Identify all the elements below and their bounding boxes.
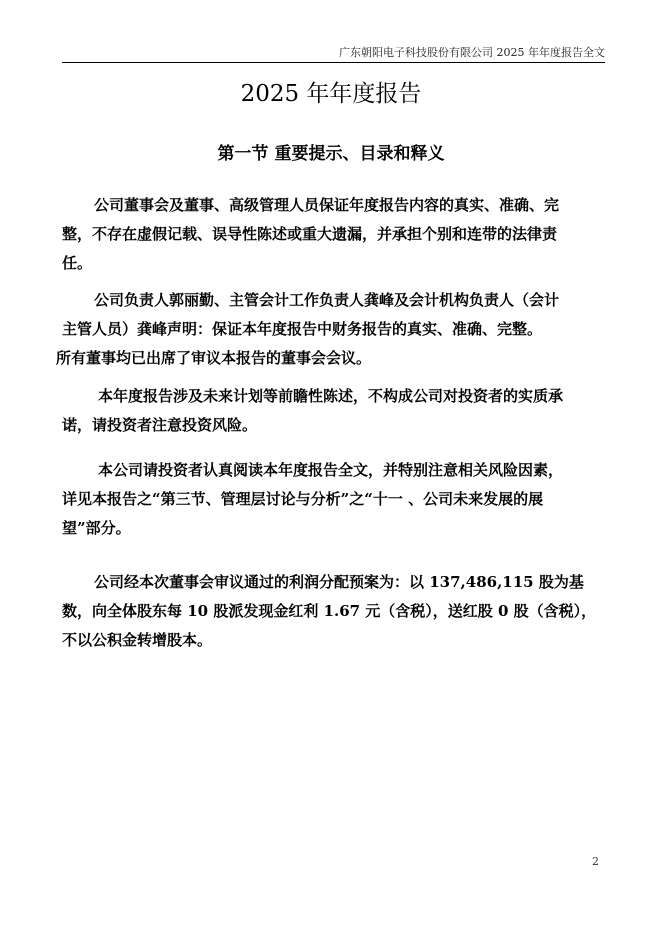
paragraph-line: 公司负责人郭丽勤、主管会计工作负责人龚峰及会计机构负责人（会计 xyxy=(94,291,560,309)
header-rule xyxy=(62,62,605,63)
paragraph-line: 公司经本次董事会审议通过的利润分配预案为：以 137,486,115 股为基 xyxy=(94,573,584,591)
paragraph-line: 所有董事均已出席了审议本报告的董事会会议。 xyxy=(56,349,372,367)
paragraph-line: 望”部分。 xyxy=(62,519,131,537)
page-number: 2 xyxy=(592,855,599,868)
paragraph-line: 本公司请投资者认真阅读本年度报告全文，并特别注意相关风险因素， xyxy=(98,461,564,479)
paragraph-risk-notice xyxy=(62,456,582,543)
paragraph-line: 详见本报告之“第三节、管理层讨论与分析”之“十一 、公司未来发展的展 xyxy=(62,490,544,508)
paragraph-line: 主管人员）龚峰声明：保证本年度报告中财务报告的真实、准确、完整。 xyxy=(62,320,543,338)
paragraph-line: 公司董事会及董事、高级管理人员保证年度报告内容的真实、准确、完 xyxy=(94,196,560,214)
paragraph-line: 数，向全体股东每 10 股派发现金红利 1.67 元（含税），送红股 0 股（含税）， xyxy=(62,602,597,620)
running-header: 广东朝阳电子科技股份有限公司 2025 年年度报告全文 xyxy=(339,46,605,59)
document-title: 2025 年年度报告 xyxy=(240,81,422,107)
paragraph-responsibility xyxy=(62,191,582,278)
paragraph-line: 整，不存在虚假记载、误导性陈述或重大遗漏，并承担个别和连带的法律责 xyxy=(62,225,558,243)
section-title: 第一节 重要提示、目录和释义 xyxy=(217,144,445,164)
paragraph-line: 任。 xyxy=(62,254,93,272)
paragraph-line: 诺，请投资者注意投资风险。 xyxy=(62,416,258,434)
paragraph-forward-looking xyxy=(62,382,582,440)
paragraph-declaration xyxy=(56,286,582,373)
paragraph-line: 不以公积金转增股本。 xyxy=(62,631,213,649)
paragraph-profit-distribution xyxy=(62,568,597,655)
paragraph-line: 本年度报告涉及未来计划等前瞻性陈述，不构成公司对投资者的实质承 xyxy=(98,387,564,405)
